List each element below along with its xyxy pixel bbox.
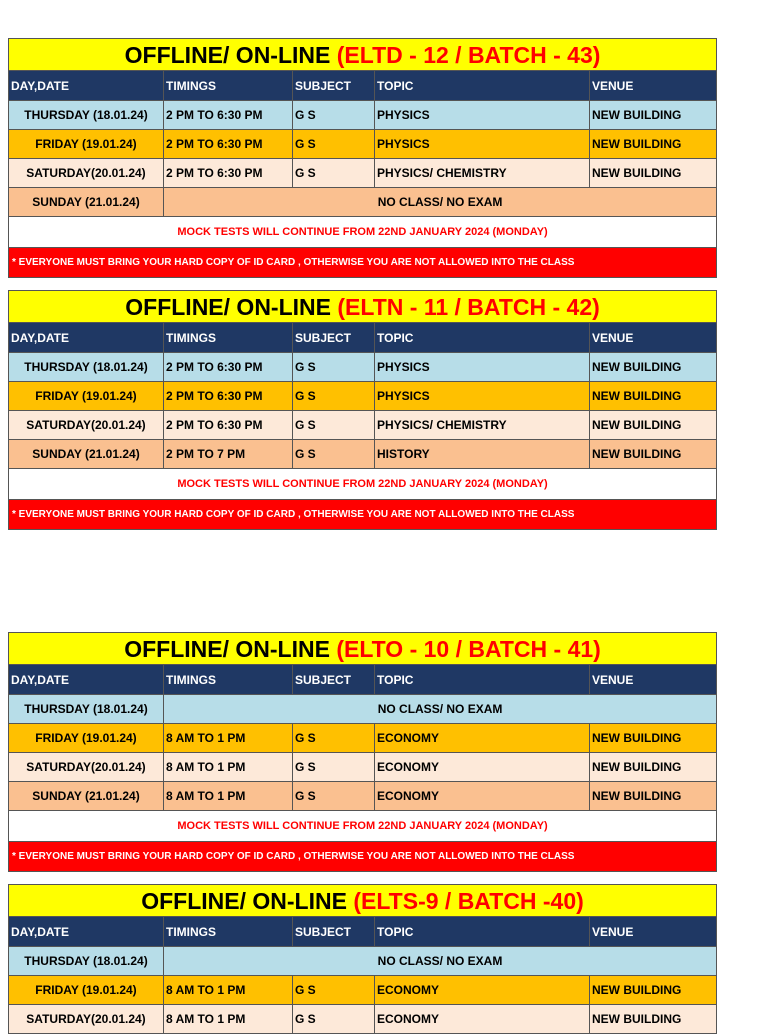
schedule-table-eltd-12 [8, 38, 717, 278]
day-cell: FRIDAY (19.01.24) [9, 724, 164, 753]
id-card-warning: * EVERYONE MUST BRING YOUR HARD COPY OF ID CARD , OTHERWISE YOU ARE NOT ALLOWED INTO THE CLASS [9, 842, 717, 872]
col-header-venue: VENUE [590, 71, 717, 101]
timings-cell: 2 PM TO 6:30 PM [164, 382, 293, 411]
subject-cell: G S [293, 411, 375, 440]
day-cell: THURSDAY (18.01.24) [9, 947, 164, 976]
timings-cell: 2 PM TO 6:30 PM [164, 353, 293, 382]
timings-cell: 2 PM TO 6:30 PM [164, 159, 293, 188]
mock-test-notice-row [9, 469, 717, 500]
subject-cell: G S [293, 159, 375, 188]
venue-cell: NEW BUILDING [590, 1005, 717, 1034]
topic-cell: PHYSICS [375, 101, 590, 130]
mock-test-notice: MOCK TESTS WILL CONTINUE FROM 22ND JANUARY 2024 (MONDAY) [9, 811, 717, 842]
schedule-table-elto-10 [8, 632, 717, 872]
venue-cell: NEW BUILDING [590, 976, 717, 1005]
col-header-timings: TIMINGS [164, 71, 293, 101]
topic-cell: ECONOMY [375, 976, 590, 1005]
timings-cell: 8 AM TO 1 PM [164, 976, 293, 1005]
col-header-topic: TOPIC [375, 917, 590, 947]
id-card-warning-row [9, 248, 717, 278]
header-row [9, 917, 717, 947]
venue-cell: NEW BUILDING [590, 382, 717, 411]
schedule-table-eltn-11 [8, 290, 717, 530]
title-main: OFFLINE/ ON-LINE [124, 41, 337, 68]
subject-cell: G S [293, 753, 375, 782]
col-header-timings: TIMINGS [164, 323, 293, 353]
subject-cell: G S [293, 724, 375, 753]
day-cell: SUNDAY (21.01.24) [9, 440, 164, 469]
mock-test-notice-row [9, 811, 717, 842]
timings-cell: 8 AM TO 1 PM [164, 724, 293, 753]
title-batch: (ELTN - 11 / BATCH - 42) [337, 293, 600, 320]
day-cell: SATURDAY(20.01.24) [9, 159, 164, 188]
day-cell: FRIDAY (19.01.24) [9, 382, 164, 411]
timings-cell: 2 PM TO 7 PM [164, 440, 293, 469]
table-row [9, 382, 717, 411]
timings-cell: 8 AM TO 1 PM [164, 753, 293, 782]
col-header-topic: TOPIC [375, 665, 590, 695]
venue-cell: NEW BUILDING [590, 130, 717, 159]
table-row [9, 782, 717, 811]
topic-cell: ECONOMY [375, 724, 590, 753]
venue-cell: NEW BUILDING [590, 724, 717, 753]
table-row [9, 724, 717, 753]
table-row [9, 159, 717, 188]
table-row [9, 130, 717, 159]
col-header-subject: SUBJECT [293, 917, 375, 947]
venue-cell: NEW BUILDING [590, 782, 717, 811]
day-cell: SUNDAY (21.01.24) [9, 782, 164, 811]
table-row [9, 411, 717, 440]
topic-cell: PHYSICS [375, 382, 590, 411]
day-cell: SUNDAY (21.01.24) [9, 188, 164, 217]
col-header-subject: SUBJECT [293, 71, 375, 101]
day-cell: SATURDAY(20.01.24) [9, 1005, 164, 1034]
no-class-cell: NO CLASS/ NO EXAM [164, 188, 717, 217]
subject-cell: G S [293, 976, 375, 1005]
col-header-topic: TOPIC [375, 71, 590, 101]
col-header-timings: TIMINGS [164, 917, 293, 947]
day-cell: SATURDAY(20.01.24) [9, 411, 164, 440]
table-row [9, 753, 717, 782]
day-cell: THURSDAY (18.01.24) [9, 101, 164, 130]
table-row [9, 976, 717, 1005]
title-main: OFFLINE/ ON-LINE [125, 293, 338, 320]
topic-cell: PHYSICS/ CHEMISTRY [375, 411, 590, 440]
no-class-cell: NO CLASS/ NO EXAM [164, 947, 717, 976]
col-header-timings: TIMINGS [164, 665, 293, 695]
table-row [9, 188, 717, 217]
venue-cell: NEW BUILDING [590, 353, 717, 382]
day-cell: THURSDAY (18.01.24) [9, 695, 164, 724]
mock-test-notice-row [9, 217, 717, 248]
table-row [9, 101, 717, 130]
col-header-day: DAY,DATE [9, 323, 164, 353]
col-header-topic: TOPIC [375, 323, 590, 353]
title-main: OFFLINE/ ON-LINE [141, 887, 354, 914]
venue-cell: NEW BUILDING [590, 411, 717, 440]
table-row [9, 947, 717, 976]
subject-cell: G S [293, 353, 375, 382]
id-card-warning-row [9, 500, 717, 530]
col-header-day: DAY,DATE [9, 71, 164, 101]
schedule-table-elts-9 [8, 884, 717, 1034]
timings-cell: 2 PM TO 6:30 PM [164, 130, 293, 159]
day-cell: THURSDAY (18.01.24) [9, 353, 164, 382]
col-header-venue: VENUE [590, 323, 717, 353]
table-title-row [9, 39, 717, 71]
col-header-subject: SUBJECT [293, 323, 375, 353]
venue-cell: NEW BUILDING [590, 101, 717, 130]
day-cell: FRIDAY (19.01.24) [9, 130, 164, 159]
subject-cell: G S [293, 1005, 375, 1034]
topic-cell: HISTORY [375, 440, 590, 469]
table-row [9, 695, 717, 724]
subject-cell: G S [293, 440, 375, 469]
topic-cell: ECONOMY [375, 1005, 590, 1034]
col-header-venue: VENUE [590, 917, 717, 947]
day-cell: FRIDAY (19.01.24) [9, 976, 164, 1005]
timings-cell: 8 AM TO 1 PM [164, 1005, 293, 1034]
topic-cell: ECONOMY [375, 753, 590, 782]
id-card-warning: * EVERYONE MUST BRING YOUR HARD COPY OF ID CARD , OTHERWISE YOU ARE NOT ALLOWED INTO THE CLASS [9, 248, 717, 278]
subject-cell: G S [293, 782, 375, 811]
topic-cell: PHYSICS/ CHEMISTRY [375, 159, 590, 188]
no-class-cell: NO CLASS/ NO EXAM [164, 695, 717, 724]
id-card-warning: * EVERYONE MUST BRING YOUR HARD COPY OF ID CARD , OTHERWISE YOU ARE NOT ALLOWED INTO THE CLASS [9, 500, 717, 530]
table-title-row [9, 885, 717, 917]
topic-cell: PHYSICS [375, 353, 590, 382]
venue-cell: NEW BUILDING [590, 440, 717, 469]
col-header-day: DAY,DATE [9, 665, 164, 695]
subject-cell: G S [293, 382, 375, 411]
col-header-subject: SUBJECT [293, 665, 375, 695]
venue-cell: NEW BUILDING [590, 753, 717, 782]
table-title [9, 291, 717, 323]
col-header-day: DAY,DATE [9, 917, 164, 947]
timings-cell: 2 PM TO 6:30 PM [164, 411, 293, 440]
col-header-venue: VENUE [590, 665, 717, 695]
table-title-row [9, 291, 717, 323]
day-cell: SATURDAY(20.01.24) [9, 753, 164, 782]
table-row [9, 353, 717, 382]
header-row [9, 71, 717, 101]
topic-cell: ECONOMY [375, 782, 590, 811]
mock-test-notice: MOCK TESTS WILL CONTINUE FROM 22ND JANUARY 2024 (MONDAY) [9, 469, 717, 500]
header-row [9, 323, 717, 353]
mock-test-notice: MOCK TESTS WILL CONTINUE FROM 22ND JANUARY 2024 (MONDAY) [9, 217, 717, 248]
title-batch: (ELTD - 12 / BATCH - 43) [336, 41, 601, 68]
table-title [9, 885, 717, 917]
table-row [9, 1005, 717, 1034]
title-main: OFFLINE/ ON-LINE [124, 635, 337, 662]
table-title [9, 633, 717, 665]
topic-cell: PHYSICS [375, 130, 590, 159]
header-row [9, 665, 717, 695]
timings-cell: 8 AM TO 1 PM [164, 782, 293, 811]
id-card-warning-row [9, 842, 717, 872]
timings-cell: 2 PM TO 6:30 PM [164, 101, 293, 130]
table-title-row [9, 633, 717, 665]
venue-cell: NEW BUILDING [590, 159, 717, 188]
subject-cell: G S [293, 130, 375, 159]
title-batch: (ELTS-9 / BATCH -40) [353, 887, 584, 914]
title-batch: (ELTO - 10 / BATCH - 41) [336, 635, 601, 662]
table-title [9, 39, 717, 71]
table-row [9, 440, 717, 469]
subject-cell: G S [293, 101, 375, 130]
